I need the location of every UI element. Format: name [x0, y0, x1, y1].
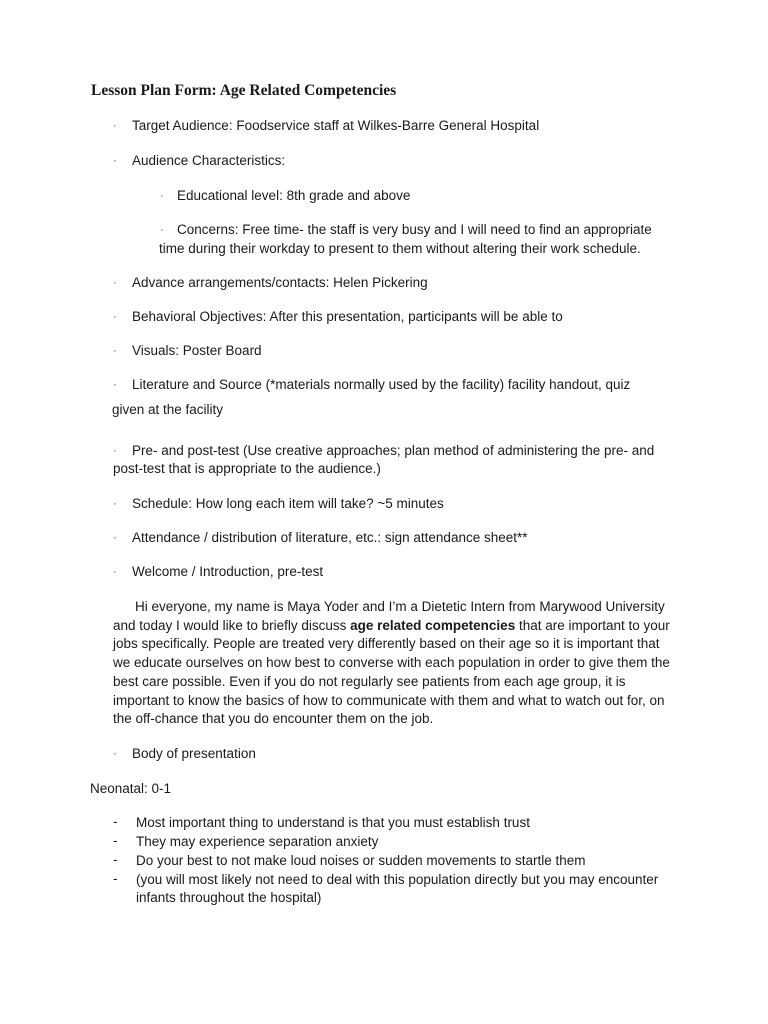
- bullet-marker: ·: [113, 532, 117, 544]
- dash-marker: -: [113, 814, 118, 829]
- body-of-presentation-text: Body of presentation: [132, 746, 256, 761]
- neonatal-point: Most important thing to understand is that you must establish trust: [136, 815, 530, 830]
- dash-marker: -: [113, 852, 118, 867]
- pretest-text-line1: Pre- and post-test (Use creative approaches; plan method of administering the pre- and: [132, 443, 655, 458]
- bullet-marker: ·: [160, 224, 164, 236]
- neonatal-point: They may experience separation anxiety: [136, 834, 379, 849]
- neonatal-heading: Neonatal: 0-1: [90, 781, 172, 796]
- concerns-text-line1: Concerns: Free time- the staff is very busy and I will need to find an appropriate: [177, 222, 652, 237]
- bullet-marker: ·: [113, 748, 117, 760]
- dash-marker: -: [113, 833, 118, 848]
- neonatal-point: (you will most likely not need to deal with this population directly but you may encounter: [136, 872, 659, 887]
- bullet-marker: ·: [113, 445, 117, 457]
- target-audience-text: Target Audience: Foodservice staff at Wilkes-Barre General Hospital: [132, 118, 540, 133]
- intro-paragraph-bold-phrase: age related competencies: [350, 617, 516, 633]
- dash-marker: -: [113, 871, 118, 886]
- intro-paragraph: [113, 598, 673, 729]
- audience-characteristics-text: Audience Characteristics:: [132, 153, 286, 168]
- bullet-marker: ·: [113, 345, 117, 357]
- pretest-text-line2: post-test that is appropriate to the audience.): [113, 461, 381, 476]
- bullet-marker: ·: [160, 190, 164, 202]
- bullet-marker: ·: [113, 277, 117, 289]
- intro-paragraph-text-start: Hi everyone, my name is Maya Yoder and I’m a Dietetic Intern from Marywood University and today I would like to briefly discuss: [113, 599, 665, 633]
- advance-arrangements-text: Advance arrangements/contacts: Helen Pickering: [132, 275, 428, 290]
- bullet-marker: ·: [113, 566, 117, 578]
- bullet-marker: ·: [113, 379, 117, 391]
- bullet-marker: ·: [113, 120, 117, 132]
- neonatal-point: Do your best to not make loud noises or sudden movements to startle them: [136, 853, 586, 868]
- intro-paragraph-text-end: that are important to your jobs specifically. People are treated very differently based on their age so it is important that we educate ourselves on how best to converse with each population in order to give them the best care possible. Even if you do not regularly see patients from each age group, it is important to know the basics of how to communicate with them and what to watch out for, on the off-chance that you do encounter them on the job.: [113, 617, 670, 727]
- schedule-text: Schedule: How long each item will take? ~5 minutes: [132, 496, 444, 511]
- attendance-text: Attendance / distribution of literature, etc.: sign attendance sheet**: [132, 530, 528, 545]
- literature-text-line2: given at the facility: [112, 402, 224, 417]
- visuals-text: Visuals: Poster Board: [132, 343, 262, 358]
- educational-level-text: Educational level: 8th grade and above: [177, 188, 411, 203]
- bullet-marker: ·: [113, 311, 117, 323]
- concerns-text-line2: time during their workday to present to them without altering their work schedule.: [159, 241, 641, 256]
- behavioral-objectives-text: Behavioral Objectives: After this presentation, participants will be able to: [132, 309, 563, 324]
- bullet-marker: ·: [113, 155, 117, 167]
- document-title: Lesson Plan Form: Age Related Competencies: [91, 82, 397, 99]
- neonatal-point-continuation: infants throughout the hospital): [136, 890, 322, 905]
- welcome-text: Welcome / Introduction, pre-test: [132, 564, 324, 579]
- literature-text-line1: Literature and Source (*materials normally used by the facility) facility handout, quiz: [132, 377, 631, 392]
- bullet-marker: ·: [113, 498, 117, 510]
